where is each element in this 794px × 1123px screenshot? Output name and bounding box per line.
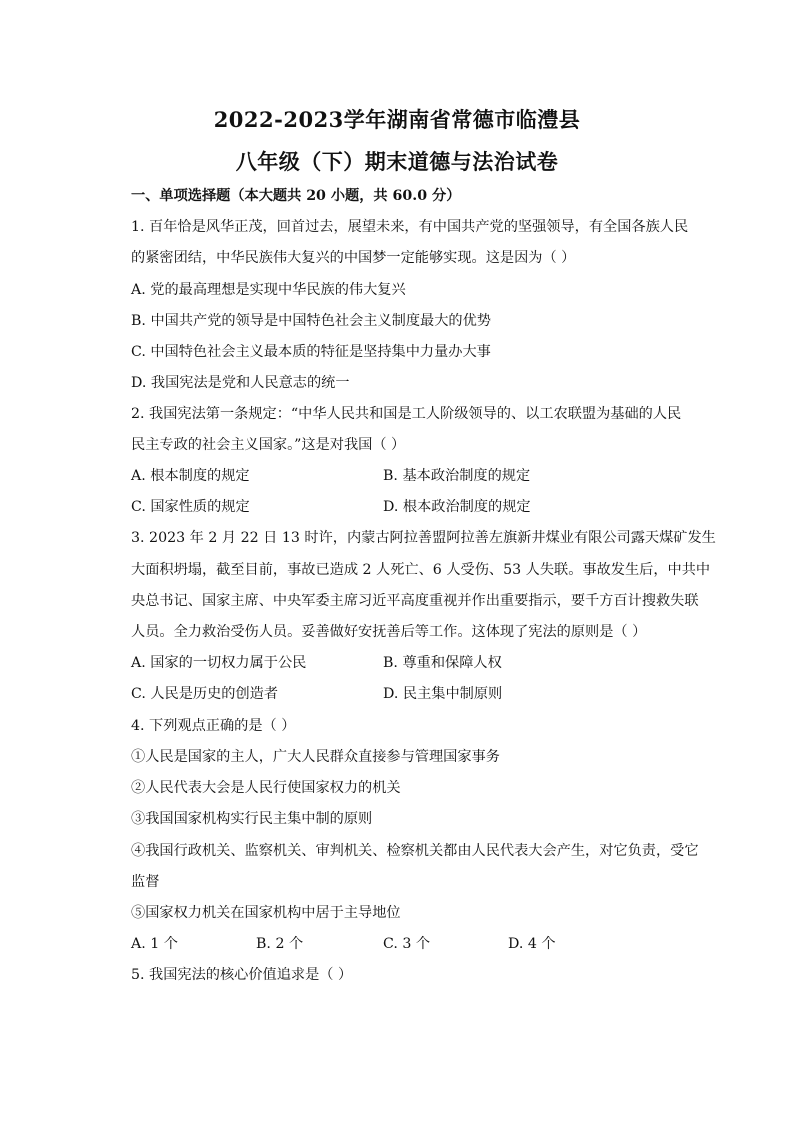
q1-stem-line2: 的紧密团结，中华民族伟大复兴的中国梦一定能够实现。这是因为（ ） bbox=[131, 250, 576, 266]
q1-option-b: B. 中国共产党的领导是中国特色社会主义制度最大的优势 bbox=[131, 313, 491, 329]
q1-stem-line1: 1. 百年恰是风华正茂，回首过去，展望未来，有中国共产党的坚强领导，有全国各族人民 bbox=[131, 219, 689, 235]
q4-option-b: B. 2 个 bbox=[256, 936, 304, 952]
q4-statement-1: ①人民是国家的主人，广大人民群众直接参与管理国家事务 bbox=[131, 749, 500, 765]
q4-statement-3: ③我国国家机构实行民主集中制的原则 bbox=[131, 811, 373, 827]
q1-option-d: D. 我国宪法是党和人民意志的统一 bbox=[131, 375, 350, 391]
q3-stem-line3: 央总书记、国家主席、中央军委主席习近平高度重视并作出重要指示，要千方百计搜救失联 bbox=[131, 593, 699, 609]
q2-option-d: D. 根本政治制度的规定 bbox=[383, 499, 531, 515]
exam-title-line1: 2022-2023学年湖南省常德市临澧县 bbox=[213, 107, 581, 132]
q4-statement-5: ⑤国家权力机关在国家机构中居于主导地位 bbox=[131, 905, 401, 921]
q1-option-a: A. 党的最高理想是实现中华民族的伟大复兴 bbox=[131, 282, 406, 298]
q4-statement-4: ④我国行政机关、监察机关、审判机关、检察机关都由人民代表大会产生，对它负责，受它 bbox=[131, 843, 699, 859]
section-heading: 一、单项选择题（本大题共 20 小题，共 60.0 分） bbox=[131, 188, 461, 204]
q4-stem-line1: 4. 下列观点正确的是（ ） bbox=[131, 718, 296, 734]
q3-stem-line2: 大面积坍塌，截至目前，事故已造成 2 人死亡、6 人受伤、53 人失联。事故发生后，中共中 bbox=[131, 562, 711, 578]
q3-stem-line4: 人员。全力救治受伤人员。妥善做好安抚善后等工作。这体现了宪法的原则是（ ） bbox=[131, 624, 647, 640]
q3-option-a: A. 国家的一切权力属于公民 bbox=[131, 655, 307, 671]
q2-stem-line2: 民主专政的社会主义国家。”这是对我国（ ） bbox=[131, 437, 406, 453]
q4-statement-4-cont: 监督 bbox=[131, 874, 160, 890]
q4-statement-2: ②人民代表大会是人民行使国家权力的机关 bbox=[131, 780, 401, 796]
q3-option-c: C. 人民是历史的创造者 bbox=[131, 686, 279, 702]
q3-stem-line1: 3. 2023 年 2 月 22 日 13 时许，内蒙古阿拉善盟阿拉善左旗新井煤业有限公司露天煤矿发生 bbox=[131, 530, 716, 546]
q4-option-d: D. 4 个 bbox=[508, 936, 556, 952]
q3-option-d: D. 民主集中制原则 bbox=[383, 686, 503, 702]
q4-option-a: A. 1 个 bbox=[131, 936, 178, 952]
q5-stem-line1: 5. 我国宪法的核心价值追求是（ ） bbox=[131, 967, 353, 983]
q2-option-a: A. 根本制度的规定 bbox=[131, 468, 250, 484]
q3-option-b: B. 尊重和保障人权 bbox=[383, 655, 502, 671]
q4-option-c: C. 3 个 bbox=[383, 936, 431, 952]
q1-option-c: C. 中国特色社会主义最本质的特征是坚持集中力量办大事 bbox=[131, 344, 491, 360]
q2-option-c: C. 国家性质的规定 bbox=[131, 499, 250, 515]
q2-stem-line1: 2. 我国宪法第一条规定：“中华人民共和国是工人阶级领导的、以工农联盟为基础的人民 bbox=[131, 406, 682, 422]
exam-title-line2: 八年级（下）期末道德与法治试卷 bbox=[235, 149, 559, 174]
q2-option-b: B. 基本政治制度的规定 bbox=[383, 468, 531, 484]
